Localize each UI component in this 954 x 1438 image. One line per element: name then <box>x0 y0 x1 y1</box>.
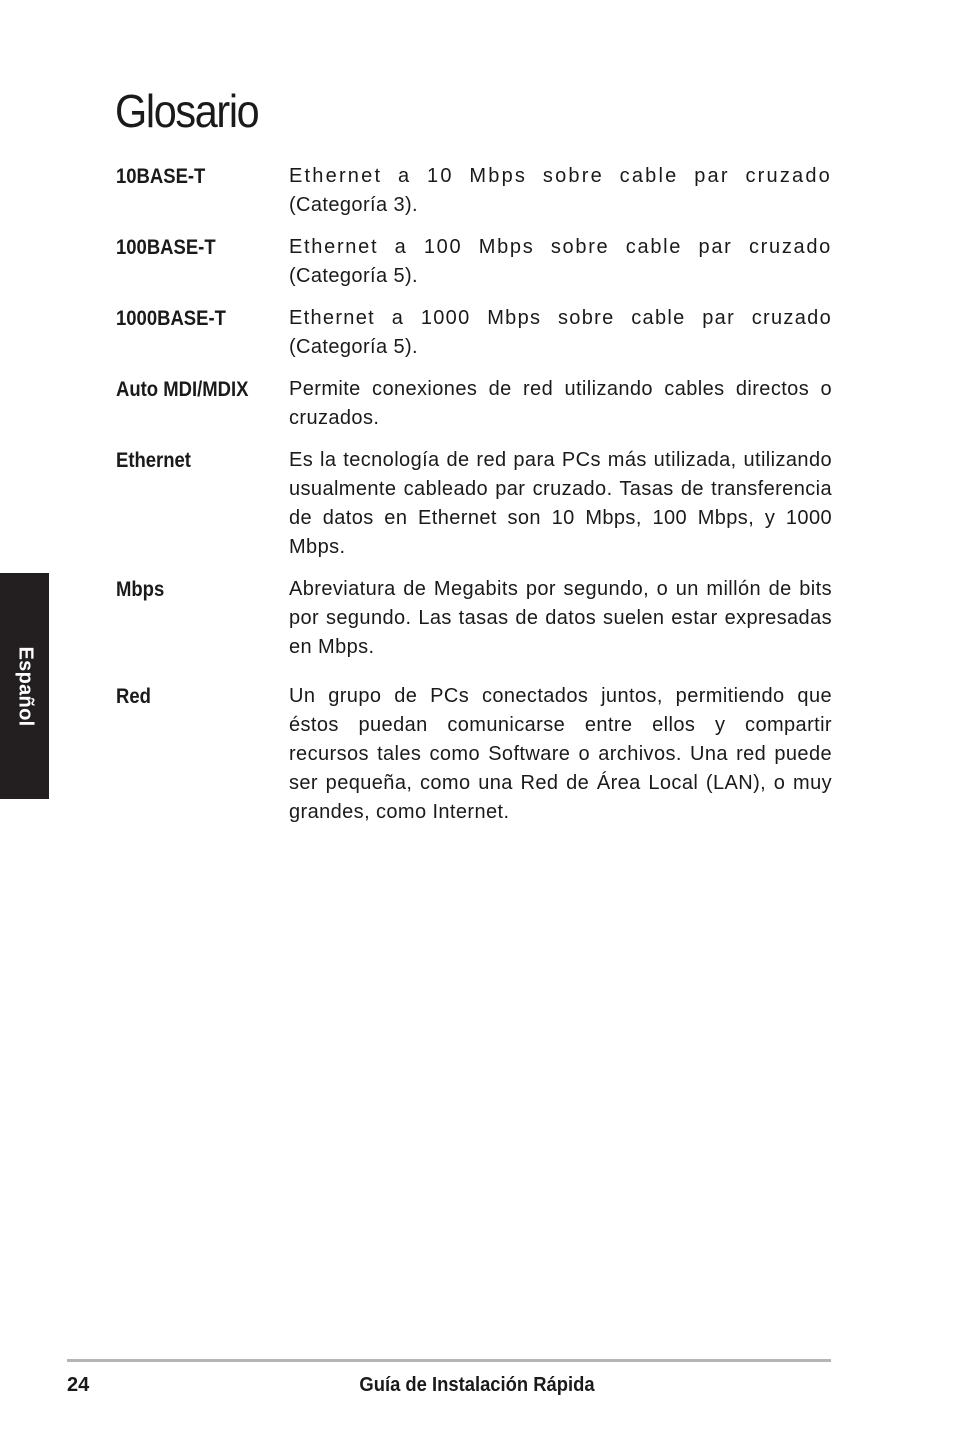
glossary-list <box>116 162 832 827</box>
glossary-definition-line: (Categoría 3). <box>289 194 418 216</box>
glossary-term: Auto MDI/MDIX <box>116 378 249 401</box>
page-title: Glosario <box>115 85 259 137</box>
glossary-term: 100BASE-T <box>116 236 216 259</box>
glossary-definition: Abreviatura de Megabits por segundo, o un millón de bits por segundo. Las tasas de datos suelen estar expresadas en Mbps. <box>289 578 832 658</box>
glossary-entry <box>116 304 832 362</box>
glossary-entry <box>116 233 832 291</box>
glossary-definition <box>289 304 832 362</box>
language-label: Español <box>14 646 36 726</box>
glossary-definition-line: (Categoría 5). <box>289 265 418 287</box>
glossary-entry <box>116 162 832 220</box>
glossary-entry <box>116 375 832 433</box>
glossary-entry <box>116 446 832 562</box>
glossary-term: 10BASE-T <box>116 165 206 188</box>
glossary-definition-line: Ethernet a 10 Mbps sobre cable par cruzado <box>289 165 832 187</box>
glossary-term: Ethernet <box>116 449 191 472</box>
language-side-tab <box>0 573 49 799</box>
glossary-term: Red <box>116 685 151 708</box>
glossary-term: Mbps <box>116 578 165 601</box>
glossary-definition-line: (Categoría 5). <box>289 336 418 358</box>
glossary-definition-line: Ethernet a 100 Mbps sobre cable par cruzado <box>289 236 832 258</box>
glossary-definition: Permite conexiones de red utilizando cables directos o cruzados. <box>289 378 832 429</box>
glossary-entry <box>116 575 832 662</box>
glossary-definition-line: Ethernet a 1000 Mbps sobre cable par cruzado <box>289 307 832 329</box>
glossary-entry <box>116 682 832 827</box>
glossary-definition <box>289 233 832 291</box>
glossary-definition: Es la tecnología de red para PCs más utilizada, utilizando usualmente cableado par cruzado. Tasas de transferencia de datos en Ethernet son 10 Mbps, 100 Mbps, y 1000 Mbps. <box>289 449 832 558</box>
page-number: 24 <box>67 1374 90 1396</box>
footer-divider <box>67 1359 831 1362</box>
glossary-definition: Un grupo de PCs conectados juntos, permitiendo que éstos puedan comunicarse entre ellos y compartir recursos tales como Software o archivos. Una red puede ser pequeña, como una Red de Área Local (LAN), o muy grandes, como Internet. <box>289 685 832 823</box>
glossary-definition <box>289 162 832 220</box>
glossary-term: 1000BASE-T <box>116 307 226 330</box>
footer-guide-title: Guía de Instalación Rápida <box>359 1374 595 1396</box>
